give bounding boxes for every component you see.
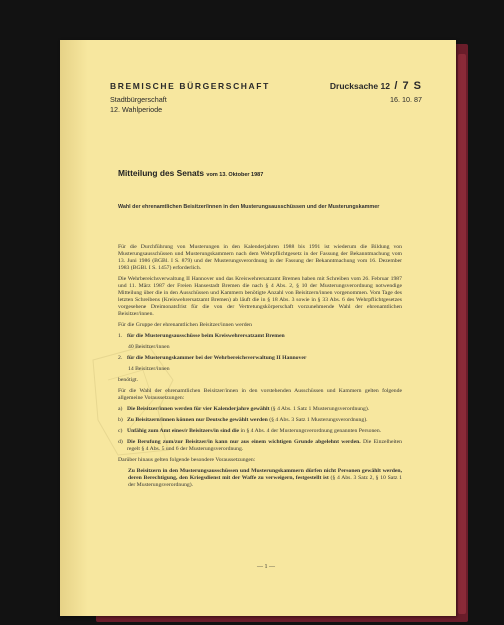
legislative-period: 12. Wahlperiode (110, 105, 163, 114)
special-rest: (§ 4 Abs. 3 Satz 2, § 10 Satz 1 der Musterungsverordnung). (128, 475, 402, 488)
condition-rest: (§ 4 Abs. 3 Satz 1 Musterungsverordnung). (267, 417, 368, 423)
list-count-1: 40 Beisitzer/innen (128, 344, 170, 350)
document-title (118, 168, 418, 178)
list-text: für die Musterungskammer bei der Wehrbereichsverwaltung II Hannover (127, 355, 307, 361)
document-page (60, 40, 456, 616)
condition-c (118, 428, 402, 435)
condition-rest: (§ 4 Abs. 1 Satz 1 Musterungsverordnung). (269, 406, 370, 412)
condition-bold: Die Beisitzer/innen werden für vier Kalenderjahre gewählt (127, 406, 270, 412)
condition-bold: Unfähig zum Amt eines/r Beisitzers/in sind die (127, 428, 240, 434)
list-marker: d) (118, 439, 123, 445)
paragraph-general-conditions: Für die Wahl der ehrenamtlichen Beisitzer/innen in den vorstehenden Ausschüssen und Kammern gelten folgende allgemeine Voraussetzungen: (118, 388, 402, 401)
condition-d (118, 439, 402, 453)
list-count-2: 14 Beisitzer/innen (128, 366, 170, 372)
condition-bold: Die Berufung zum/zur Beisitzer/in kann nur aus einem wichtigen Grunde abgelehnt werden. (127, 439, 361, 445)
title-main: Mitteilung des Senats (118, 168, 205, 178)
page-number: — 1 — (257, 564, 275, 570)
paragraph-wehrbereich: Die Wehrbereichsverwaltung II Hannover und das Kreiswehrersatzamt Bremen haben mit Schreiben vom 26. Februar 1987 und 11. März 1987 der Freien Hansestadt Bremen die nach § 4 Abs. 2, § 10 der Musterungsverordnung notwendige Mitteilung über die in den Ausschüssen und Kammern benötigte Anzahl von Beisitzern/innen vorgenommen. Vom Tage des letzten Schreibens (Kreiswehrersatzamt Bremen) ab läuft die in § 18 Abs. 3 sowie in § 33 Abs. 6 des Wehrpflichtgesetzes vorgesehene Dreimonatsfrist für die von der Vertretungskörperschaft vorzunehmende Wahl der ehrenamtlichen Beisitzer/innen. (118, 276, 402, 317)
condition-rest: in § 4 Abs. 4 der Musterungsverordnung genannten Personen. (239, 428, 382, 434)
parliament-body: Stadtbürgerschaft (110, 95, 167, 104)
document-body (118, 244, 402, 493)
paragraph-special-conditions: Darüber hinaus gelten folgende besondere Voraussetzungen: (118, 457, 256, 463)
list-marker: c) (118, 428, 123, 434)
special-condition (128, 468, 402, 489)
list-marker: 2. (118, 355, 123, 361)
organization-name: BREMISCHE BÜRGERSCHAFT (110, 81, 270, 91)
condition-bold: Zu Beisitzern/innen können nur Deutsche gewählt werden (127, 417, 268, 423)
binder-edge (458, 54, 466, 614)
list-item-1 (118, 333, 402, 340)
list-text: für die Musterungsausschüsse beim Kreiswehrersatzamt Bremen (127, 333, 285, 339)
condition-rest: Die Einzelheiten regelt § 4 Abs. 5 und 6 der Musterungsverordnung. (127, 439, 402, 452)
special-bold: Zu Beisitzern in den Musterungsausschüssen und Musterungskammern dürfen nicht Personen gewählt werden, deren Berechtigung, den Kriegsdienst mit der Waffe zu verweigern, festgestellt ist (128, 468, 402, 481)
document-header (110, 76, 422, 114)
list-marker: a) (118, 406, 123, 412)
paragraph-needed: benötigt. (118, 377, 139, 383)
drucksache-label: Drucksache 12 (329, 81, 390, 91)
condition-b (118, 417, 402, 424)
list-marker: 1. (118, 333, 123, 339)
drucksache-number: / 7 S (394, 80, 422, 92)
list-item-2 (118, 355, 402, 362)
list-marker: b) (118, 417, 123, 423)
page-shadow (60, 40, 88, 616)
document-subject: Wahl der ehrenamtlichen Beisitzer/innen in den Musterungsausschüssen und der Musterungskammer (118, 204, 380, 210)
title-date: vom 13. Oktober 1987 (206, 172, 264, 178)
condition-a (118, 406, 402, 413)
document-date: 16. 10. 87 (390, 95, 422, 104)
paragraph-intro: Für die Durchführung von Musterungen in den Kalenderjahren 1988 bis 1991 ist wiederum die Bildung von Musterungsausschüssen und Musterungskammern nach dem Wehrpflichtgesetz in der Fassung der Bekanntmachung vom 13. Juni 1986 (BGBl. I S. 879) und der Musterungsverordnung in der Fassung der Bekanntmachung vom 16. Dezember 1983 (BGBl. I S. 1457) erforderlich. (118, 244, 402, 271)
paragraph-groups: Für die Gruppe der ehrenamtlichen Beisitzer/innen werden (118, 322, 252, 328)
